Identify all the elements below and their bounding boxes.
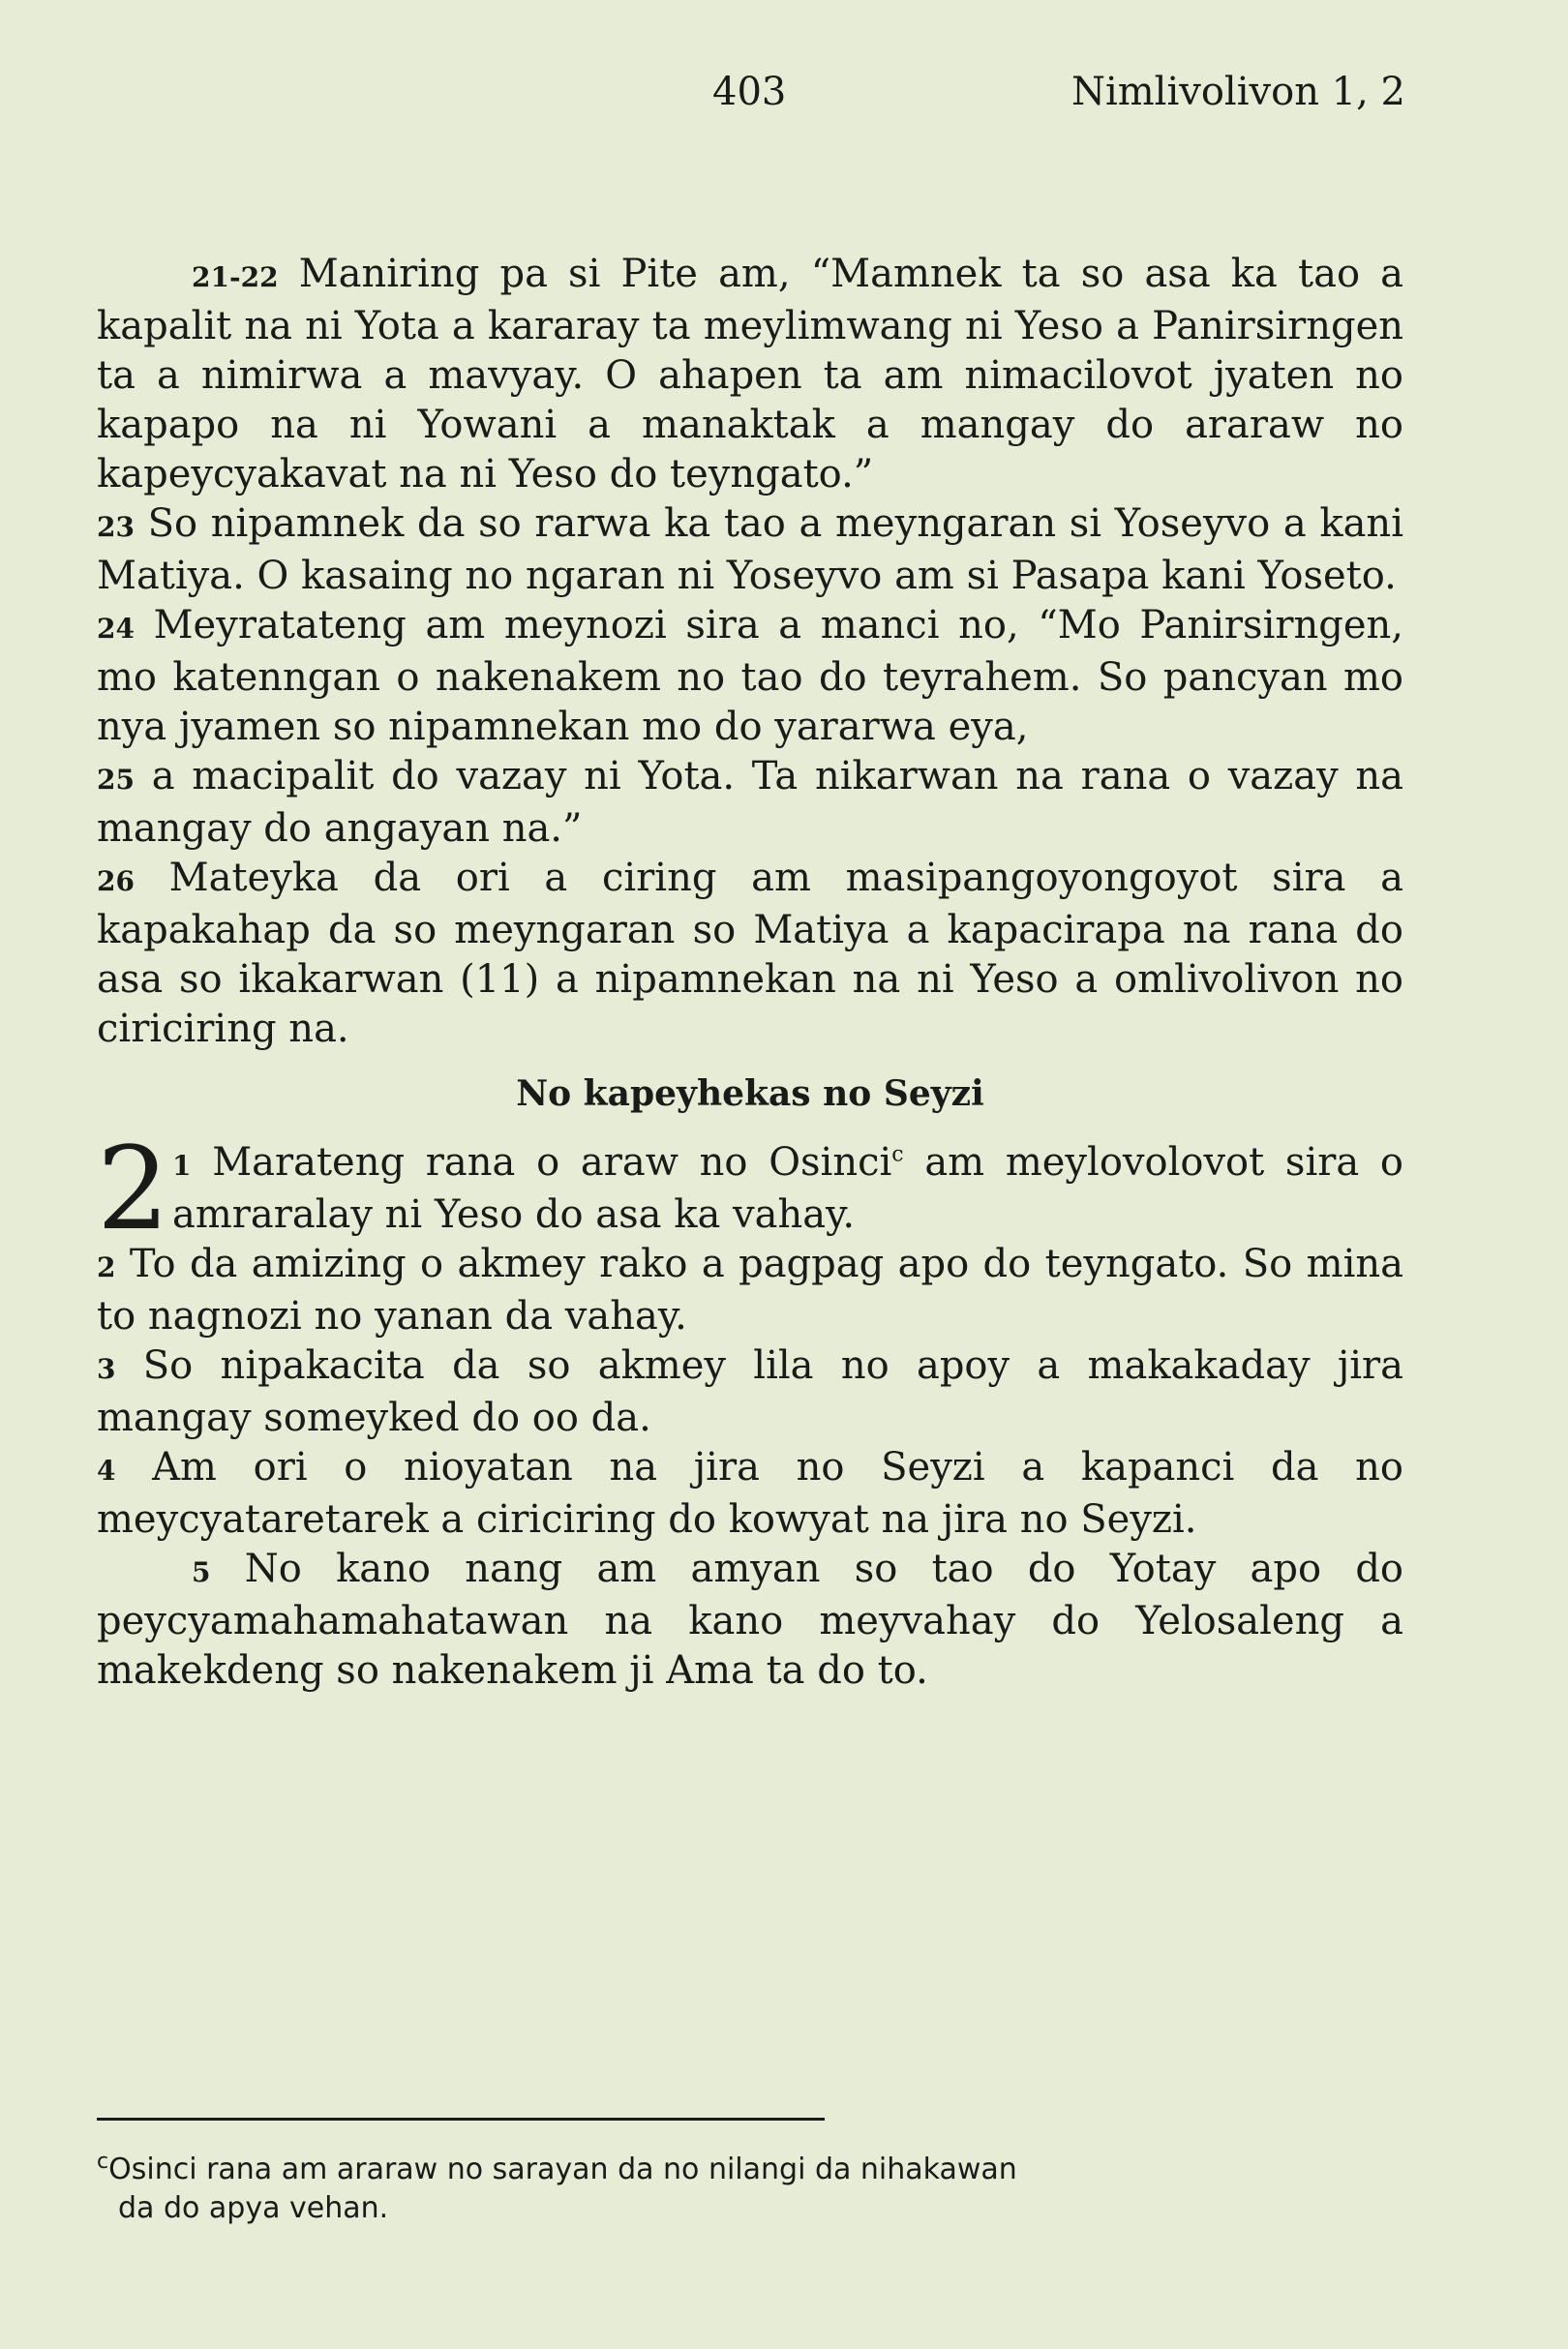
page-number: 403 bbox=[712, 70, 787, 114]
page-header bbox=[97, 70, 1405, 128]
verse-26 bbox=[97, 854, 1403, 1054]
footnote-text: Osinci rana am araraw no sarayan da no nilangi da nihakawan bbox=[108, 2153, 1017, 2186]
verse-text: So nipamnek da so rarwa ka tao a meyngaran si Yoseyvo a kani Matiya. O kasaing no ngaran ni Yoseyvo am si Pasapa kani Yoseto. bbox=[97, 501, 1403, 598]
verse-text: Maniring pa si Pite am, “Mamnek ta so asa ka tao a kapalit na ni Yota a kararay ta meylimwang ni Yeso a Panirsirngen ta a nimirwa a mavyay. O ahapen ta am nimacilovot jyaten no kapapo na ni Yowani a manaktak a mangay do araraw no kapeycyakavat na ni Yeso do teyngato.” bbox=[97, 252, 1403, 497]
verse-number: 25 bbox=[97, 764, 135, 796]
verse-text: Mateyka da ori a ciring am masipangoyongoyot sira a kapakahap da so meyngaran so Matiya a kapacirapa na rana do asa so ikakarwan (11) a nipamnekan na ni Yeso a omlivolivon no ciriciring na. bbox=[97, 856, 1404, 1051]
footnote-reference[interactable]: c bbox=[891, 1142, 904, 1167]
verse-text: No kano nang am amyan so tao do Yotay apo do peycyamahamahatawan na kano meyvahay do Yelosaleng a makekdeng so nakenakem ji Ama ta do to. bbox=[97, 1547, 1403, 1693]
footnote bbox=[97, 2151, 1403, 2228]
verse-number: 2 bbox=[97, 1251, 116, 1283]
footnote-mark: c bbox=[97, 2150, 109, 2174]
verse-number: 26 bbox=[97, 865, 135, 897]
verse-number: 23 bbox=[97, 511, 135, 543]
verse-text: To da amizing o akmey rako a pagpag apo do teyngato. So mina to nagnozi no yanan da vahay. bbox=[97, 1242, 1403, 1339]
verse-21-22 bbox=[97, 250, 1403, 499]
verse-number: 5 bbox=[192, 1556, 211, 1588]
page-body bbox=[97, 250, 1403, 1696]
verse-2-4 bbox=[97, 1443, 1403, 1545]
footnote-line-2: da do apya vehan. bbox=[118, 2191, 389, 2225]
verse-25 bbox=[97, 752, 1403, 854]
verse-2-1 bbox=[97, 1122, 1404, 1255]
verse-text: Meyratateng am meynozi sira a manci no, “Mo Panirsirngen, mo katenngan o nakenakem no tao do teyrahem. So pancyan mo nya jyamen so nipamnekan mo do yararwa eya, bbox=[97, 603, 1403, 749]
section-heading: No kapeyhekas no Seyzi bbox=[516, 1073, 984, 1114]
verse-text: a macipalit do vazay ni Yota. Ta nikarwan na rana o vazay na mangay do angayan na.” bbox=[97, 754, 1404, 851]
verse-2-3 bbox=[97, 1341, 1403, 1443]
verse-text: Am ori o nioyatan na jira no Seyzi a kapanci da no meycyataretarek a ciriciring do kowyat na jira no Seyzi. bbox=[97, 1445, 1403, 1542]
running-head: Nimlivolivon 1, 2 bbox=[1070, 70, 1405, 114]
verse-text-continued: am meylovolovot sira o amraralay ni Yeso do asa ka vahay. bbox=[172, 1140, 1404, 1237]
chapter-number: 2 bbox=[97, 1122, 170, 1255]
footnote-divider bbox=[97, 2118, 825, 2121]
verse-text: Marateng rana o araw no Osinci bbox=[212, 1140, 892, 1185]
verse-number: 21-22 bbox=[192, 261, 279, 293]
verse-number: 4 bbox=[97, 1455, 116, 1487]
verse-2-2 bbox=[97, 1240, 1403, 1341]
verse-number: 3 bbox=[97, 1353, 116, 1385]
verse-text: So nipakacita da so akmey lila no apoy a makakaday jira mangay someyked do oo da. bbox=[97, 1343, 1403, 1440]
verse-24 bbox=[97, 601, 1403, 752]
verse-2-5 bbox=[97, 1545, 1403, 1696]
verse-number: 1 bbox=[172, 1150, 192, 1182]
footnote-line-1 bbox=[97, 2151, 1403, 2189]
verse-number: 24 bbox=[97, 613, 135, 645]
verse-23 bbox=[97, 499, 1403, 601]
